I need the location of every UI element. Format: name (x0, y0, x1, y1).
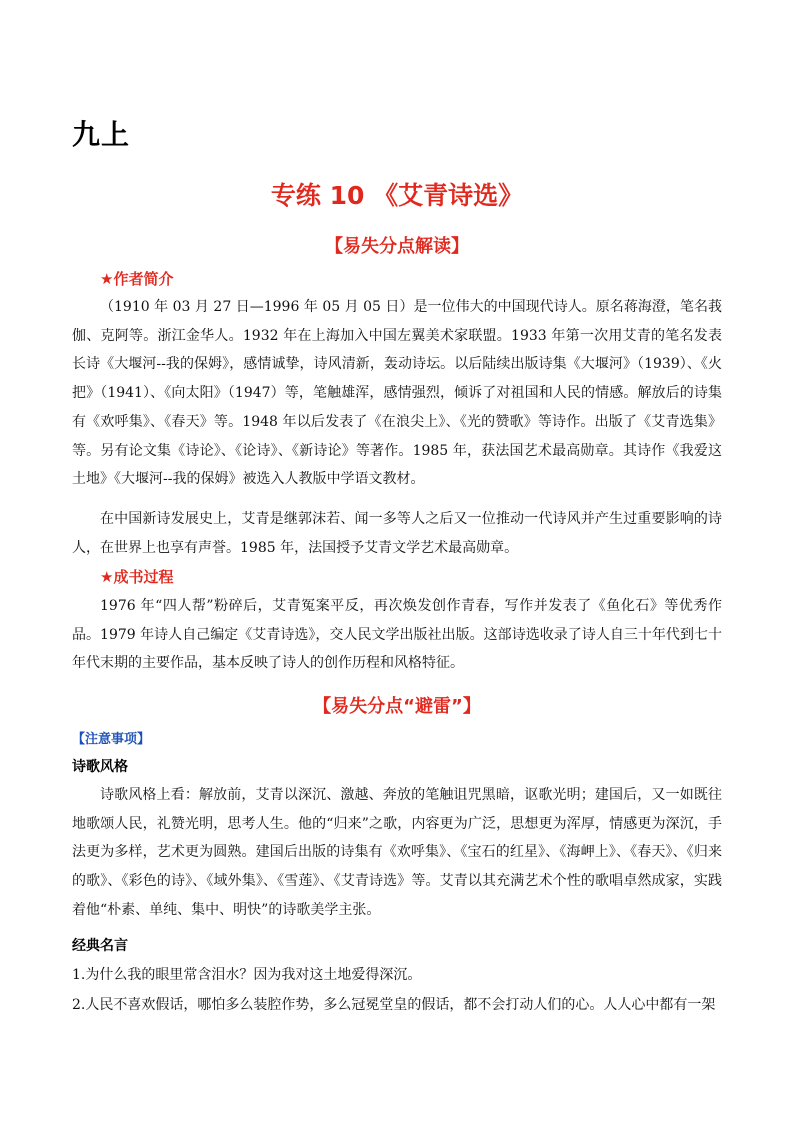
style-paragraph: 诗歌风格上看：解放前，艾青以深沉、激越、奔放的笔触诅咒黑暗，讴歌光明；建国后，又一如既往地歌颂人民，礼赞光明，思考人生。他的“归来”之歌，内容更为广泛，思想更为浑厚，情感更为深沉，手法更为多样，艺术更为圆熟。建国后出版的诗集有《欢呼集》、《宝石的红星》、《海岬上》、《春天》、《归来的歌》、《彩色的诗》、《域外集》、《雪莲》、《艾青诗选》等。艾青以其充满艺术个性的歌唱卓然成家，实践着他“朴素、单纯、集中、明快”的诗歌美学主张。 (72, 787, 722, 918)
author-paragraph-2: 在中国新诗发展史上，艾青是继郭沫若、闻一多等人之后又一位推动一代诗风并产生过重要影响的诗人，在世界上也享有声誉。1985 年，法国授予艾青文学艺术最高勋章。 (72, 511, 722, 556)
process-heading: ★成书过程 (100, 568, 174, 586)
author-paragraph-1: （1910 年 03 月 27 日—1996 年 05 月 05 日）是一位伟大的中国现代诗人。原名蒋海澄，笔名莪伽、克阿等。浙江金华人。1932 年在上海加入中国左翼美术家联盟。1933 年第一次用艾青的笔名发表长诗《大堰河--我的保姆》，感情诚挚，诗风清新，轰动诗坛。以后陆续出版诗集《大堰河》（1939）、《火把》（1941）、《向太阳》（1947）等，笔触雄浑，感情强烈，倾诉了对祖国和人民的情感。解放后的诗集有《欢呼集》、《春天》等。1948 年以后发表了《在浪尖上》、《光的赞歌》等诗作。出版了《艾青选集》等。另有论文集《诗论》、《论诗》、《新诗论》等著作。1985 年，获法国艺术最高勋章。其诗作《我爱这土地》《大堰河--我的保姆》被选入人教版中学语文教材。 (72, 299, 722, 488)
process-paragraph: 1976 年“四人帮”粉碎后，艾青冤案平反，再次焕发创作青春，写作并发表了《鱼化石》等优秀作品。1979 年诗人自己编定《艾青诗选》，交人民文学出版社出版。这部诗选收录了诗人自三十年代到七十年代末期的主要作品，基本反映了诗人的创作历程和风格特征。 (72, 598, 722, 672)
quotes-heading: 经典名言 (72, 938, 128, 954)
note-label: 【注意事项】 (72, 732, 151, 747)
section-heading-pitfalls: 【易失分点“避雷”】 (313, 696, 481, 717)
section-heading-analysis: 【易失分点解读】 (325, 236, 469, 257)
author-heading: ★作者简介 (100, 270, 174, 288)
page-title: 专练 10 《艾青诗选》 (270, 181, 524, 210)
quote-item-2: 2.人民不喜欢假话，哪怕多么装腔作势，多么冠冕堂皇的假话，都不会打动人们的心。人人心中都有一架 (72, 997, 716, 1013)
style-heading: 诗歌风格 (72, 759, 128, 775)
quote-item-1: 1.为什么我的眼里常含泪水？因为我对这土地爱得深沉。 (72, 967, 422, 983)
grade-label: 九上 (72, 118, 131, 151)
